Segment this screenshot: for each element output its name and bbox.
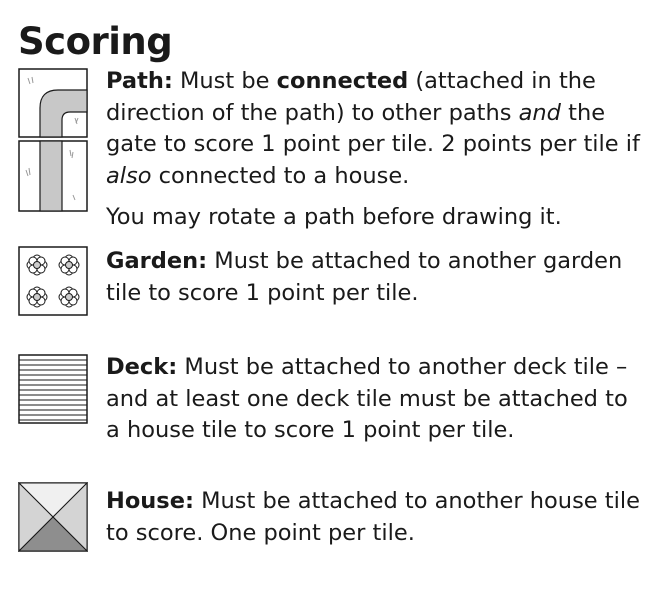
path-label: Path: [106,68,173,94]
path-text-4: connected to a house. [151,162,410,189]
path-emphasis-connected: connected [276,68,409,94]
path-corner-tile-icon [18,68,88,138]
deck-tile-icon [18,354,88,424]
garden-text: Must be attached to another garden tile to score 1 point per tile. [106,248,623,306]
house-label: House: [106,488,194,514]
garden-section-text [106,246,648,309]
path-section-text [106,66,648,192]
path-italic-also: also [106,162,152,189]
path-text-3: the gate to score 1 point per tile. 2 points per tile if [106,99,640,157]
path-straight-tile-icon [18,140,88,212]
path-text-1: Must be [172,68,277,94]
deck-label: Deck: [106,354,178,380]
house-text: Must be attached to another house tile to score. One point per tile. [106,488,640,546]
deck-text: Must be attached to another deck tile – and at least one deck tile must be attached to a house tile to score 1 point per tile. [106,354,628,443]
garden-label: Garden: [106,248,208,274]
path-rotate-note: You may rotate a path before drawing it. [106,204,562,230]
house-section-text [106,486,648,549]
path-italic-and: and [518,99,561,126]
path-text-2: (attached in the direction of the path) to other paths [106,68,596,126]
house-tile-icon [18,482,88,552]
page-title: Scoring [18,20,173,63]
garden-tile-icon [18,246,88,316]
deck-section-text [106,352,648,447]
